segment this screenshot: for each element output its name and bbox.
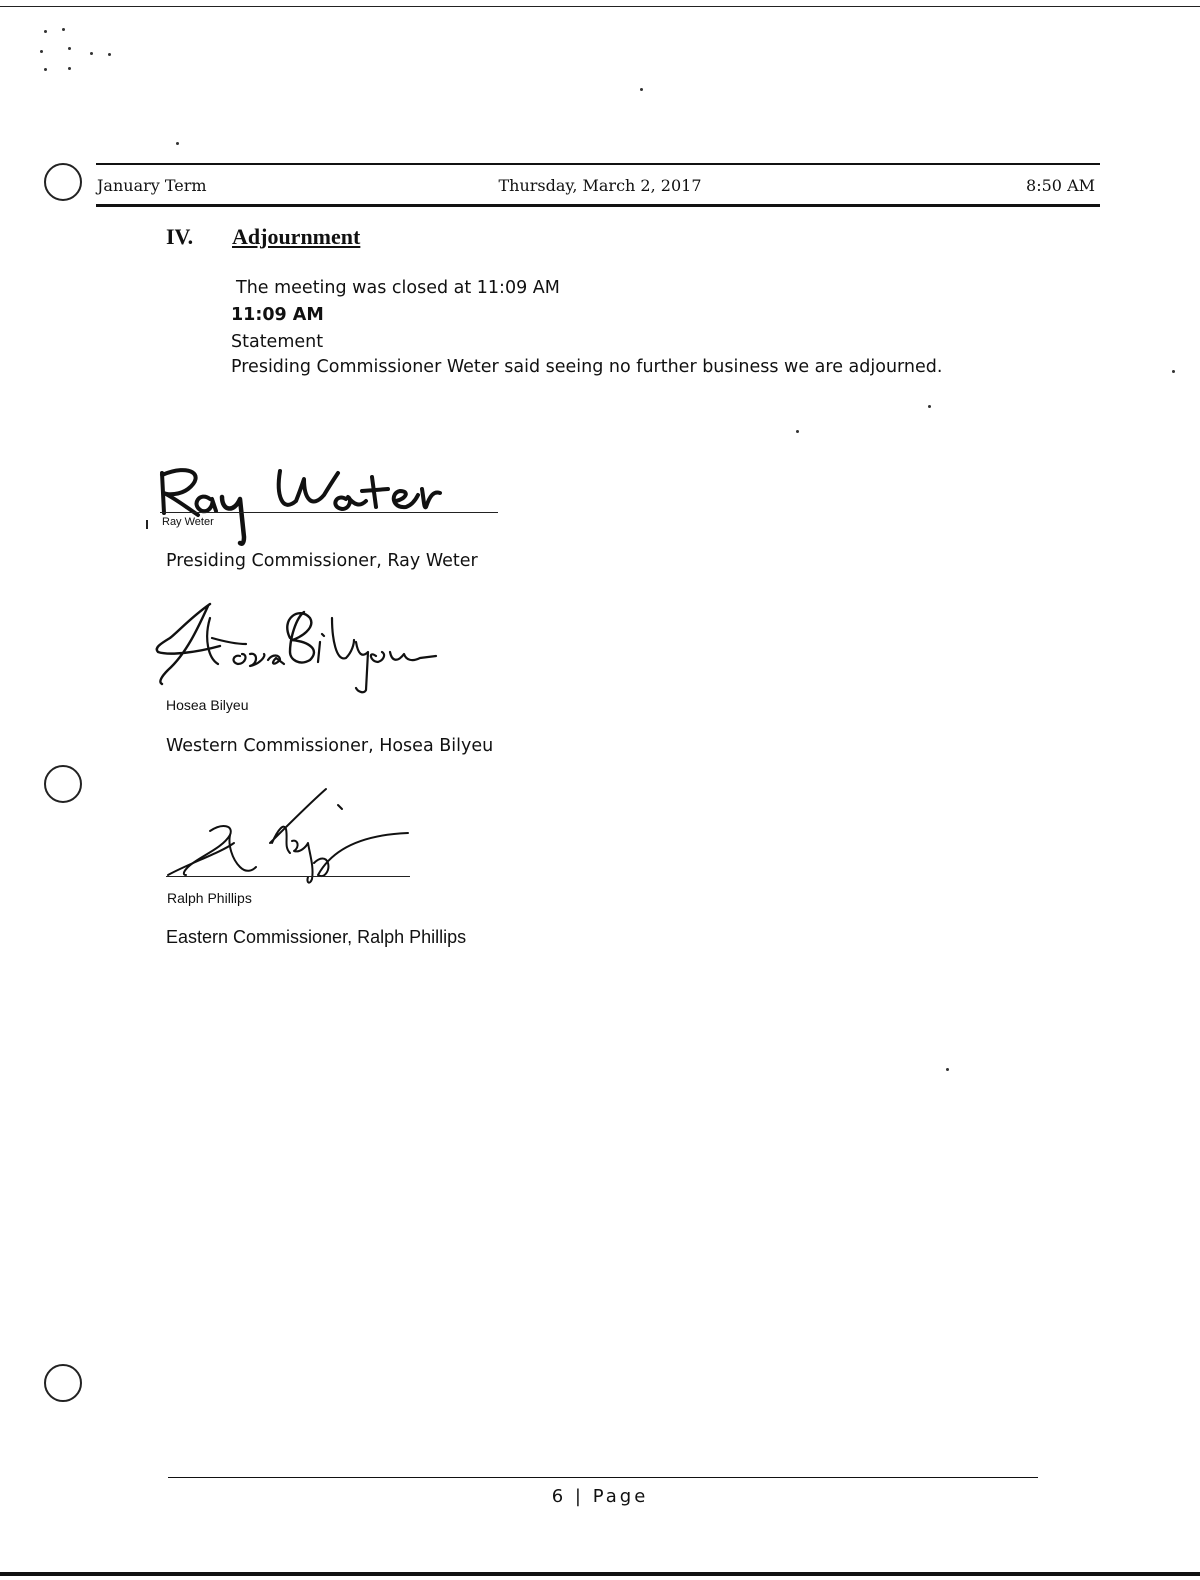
scan-speck [40, 50, 43, 53]
footer-rule [168, 1477, 1038, 1478]
scan-speck [68, 67, 71, 70]
printed-name-hosea-bilyeu: Hosea Bilyeu [166, 697, 249, 713]
header-term: January Term [97, 176, 207, 195]
header-date: Thursday, March 2, 2017 [498, 176, 702, 195]
signature-hosea-bilyeu [150, 598, 450, 698]
signature-ray-weter [150, 455, 510, 545]
closing-sentence: The meeting was closed at 11:09 AM [236, 278, 560, 298]
scan-speck [108, 53, 111, 56]
scan-speck [44, 30, 47, 33]
signature-line-ralph-phillips [166, 876, 410, 877]
section-heading [166, 224, 360, 250]
signature-line-ray-weter [160, 512, 498, 513]
scan-speck [928, 405, 931, 408]
printed-name-ray-weter: Ray Weter [162, 516, 214, 528]
statement-text: Presiding Commissioner Weter said seeing no further business we are adjourned. [231, 357, 943, 377]
punch-hole [44, 765, 82, 803]
scan-speck [1172, 370, 1175, 373]
header-rule-top [96, 163, 1100, 165]
scan-speck [640, 88, 643, 91]
title-ralph-phillips: Eastern Commissioner, Ralph Phillips [166, 927, 467, 947]
scan-bottom-edge [0, 1572, 1200, 1576]
page-label: Page [592, 1486, 649, 1507]
statement-label: Statement [231, 332, 324, 352]
section-title: Adjournment [232, 224, 361, 249]
scan-speck [796, 430, 799, 433]
scan-speck [176, 142, 179, 145]
punch-hole [44, 1364, 82, 1402]
scan-speck [44, 68, 47, 71]
scan-speck [62, 28, 65, 31]
scan-speck [68, 47, 71, 50]
punch-hole [44, 163, 82, 201]
scan-top-edge [0, 6, 1200, 7]
page-number: 6 [551, 1486, 567, 1507]
page-footer: 6 | Page [551, 1486, 649, 1507]
scan-speck [90, 52, 93, 55]
section-number: IV. [166, 224, 194, 249]
title-hosea-bilyeu: Western Commissioner, Hosea Bilyeu [166, 736, 494, 756]
closing-time: 11:09 AM [231, 305, 324, 325]
title-ray-weter: Presiding Commissioner, Ray Weter [166, 551, 478, 571]
header-time: 8:50 AM [1026, 176, 1095, 195]
signature-tick-mark [146, 520, 148, 529]
header-rule-bottom [96, 204, 1100, 207]
printed-name-ralph-phillips: Ralph Phillips [167, 890, 252, 906]
scan-speck [946, 1068, 949, 1071]
